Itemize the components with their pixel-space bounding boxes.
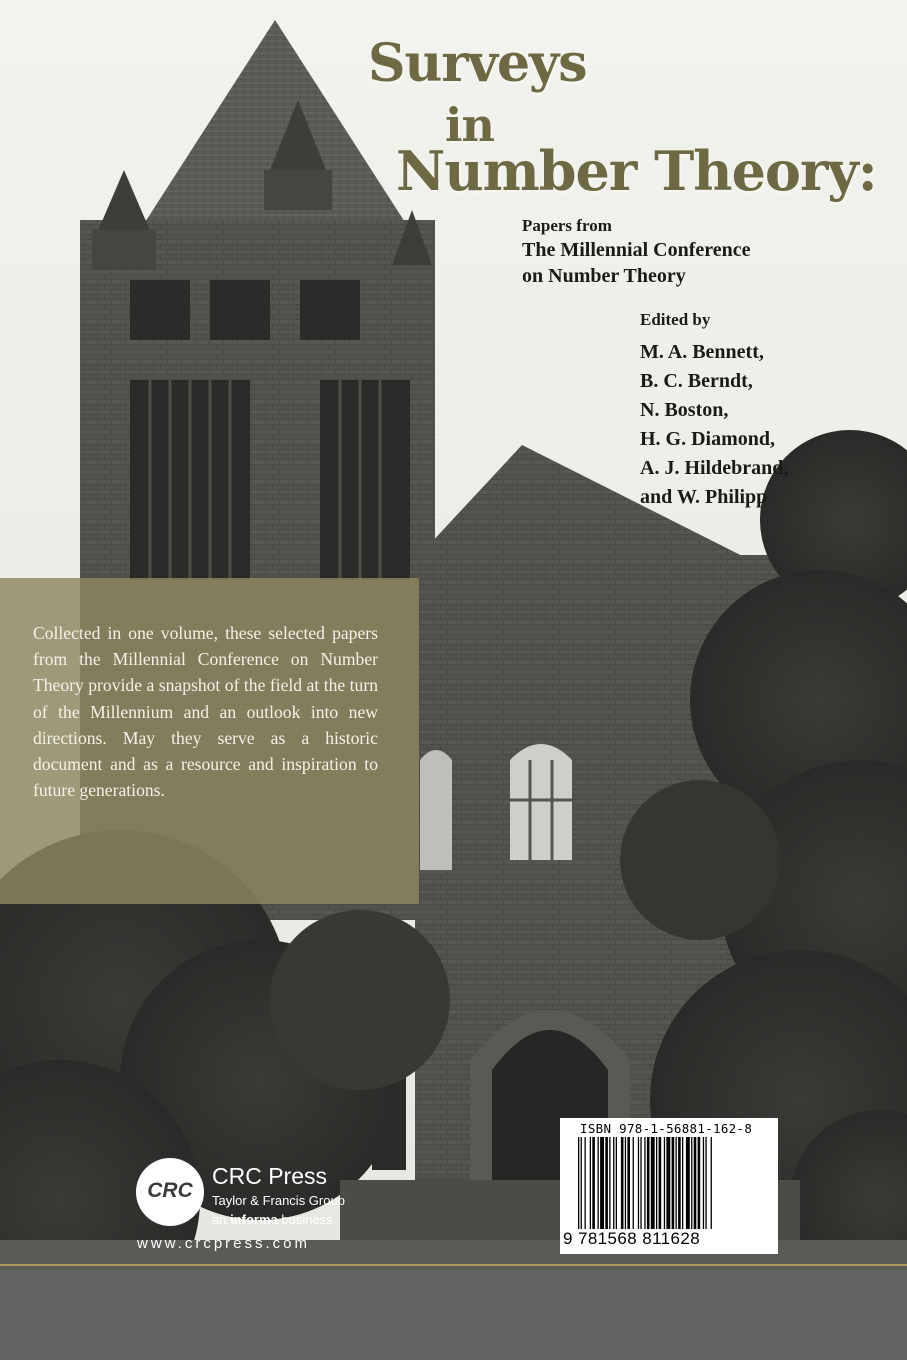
barcode-bar (686, 1137, 690, 1229)
barcode-bar (625, 1137, 626, 1229)
barcode-bar (703, 1137, 704, 1229)
barcode-bar (585, 1137, 586, 1229)
barcode-bar (711, 1137, 712, 1229)
barcode-bar (605, 1137, 608, 1229)
barcode-bar (678, 1137, 681, 1229)
barcode-bar (581, 1137, 582, 1229)
barcode-bar (694, 1137, 697, 1229)
barcode-bar (698, 1137, 701, 1229)
barcode-bar (691, 1137, 692, 1229)
editor-name: M. A. Bennett, (640, 341, 764, 363)
barcode-bar (592, 1137, 595, 1229)
publisher-url: www.crcpress.com (137, 1235, 311, 1252)
editor-name: B. C. Berndt, (640, 370, 753, 392)
isbn-label: ISBN 978-1-56881-162-8 (580, 1121, 753, 1136)
title-line-1: Surveys (368, 33, 587, 94)
barcode-bar (616, 1137, 617, 1229)
barcode-bar (613, 1137, 614, 1229)
title-line-3: Number Theory: (396, 139, 877, 203)
barcode-bar (664, 1137, 665, 1229)
crc-logo (136, 1158, 204, 1226)
publisher-name: CRC Press (212, 1163, 328, 1189)
tagline-prefix: an (212, 1212, 231, 1227)
barcode-bar (578, 1137, 579, 1229)
barcode-bar (621, 1137, 624, 1229)
barcode-bar (644, 1137, 645, 1229)
barcode-bar (600, 1137, 604, 1229)
barcode-bar (682, 1137, 683, 1229)
editor-name: N. Boston, (640, 399, 729, 421)
editor-name: H. G. Diamond, (640, 428, 776, 450)
editor-name: A. J. Hildebrand, (640, 457, 789, 479)
barcode-bar (659, 1137, 662, 1229)
publisher-group: Taylor & Francis Group (212, 1193, 345, 1208)
blurb-text: Collected in one volume, these selected papers from the Millennial Conference on Number Theory provide a snapshot of the field at the turn of the Millennium and an outlook into new directions. May they serve as a historic document and as a resource and inspiration to future generations. (33, 623, 378, 801)
barcode-bar (647, 1137, 650, 1229)
barcode-bar (705, 1137, 706, 1229)
barcode-bar (656, 1137, 657, 1229)
crc-logo-text: CRC (147, 1179, 193, 1202)
barcode-bar (676, 1137, 677, 1229)
subtitle-line-3: on Number Theory (522, 265, 686, 287)
editor-name: and W. Philipp (640, 486, 768, 508)
barcode-bar (627, 1137, 630, 1229)
barcode-bar (633, 1137, 634, 1229)
editors-block (640, 310, 788, 512)
barcode-bar (590, 1137, 591, 1229)
bottom-divider (0, 1264, 907, 1266)
title-line-2: in (445, 98, 494, 152)
publisher-tagline (212, 1212, 333, 1227)
barcode-bars (578, 1137, 768, 1229)
barcode-bar (638, 1137, 639, 1229)
tagline-suffix: business (277, 1212, 333, 1227)
barcode-bar (598, 1137, 599, 1229)
barcode-number: 9 781568 811628 (563, 1229, 701, 1248)
subtitle-line-2: The Millennial Conference (522, 239, 751, 261)
isbn-barcode (560, 1118, 778, 1254)
barcode-bar (651, 1137, 655, 1229)
barcode-bar (640, 1137, 641, 1229)
book-subtitle (522, 216, 751, 288)
barcode-bar (672, 1137, 675, 1229)
barcode-bar (666, 1137, 670, 1229)
barcode-bar (609, 1137, 610, 1229)
subtitle-line-1: Papers from (522, 216, 612, 235)
editors-label: Edited by (640, 310, 711, 329)
tagline-brand: informa (230, 1212, 278, 1227)
